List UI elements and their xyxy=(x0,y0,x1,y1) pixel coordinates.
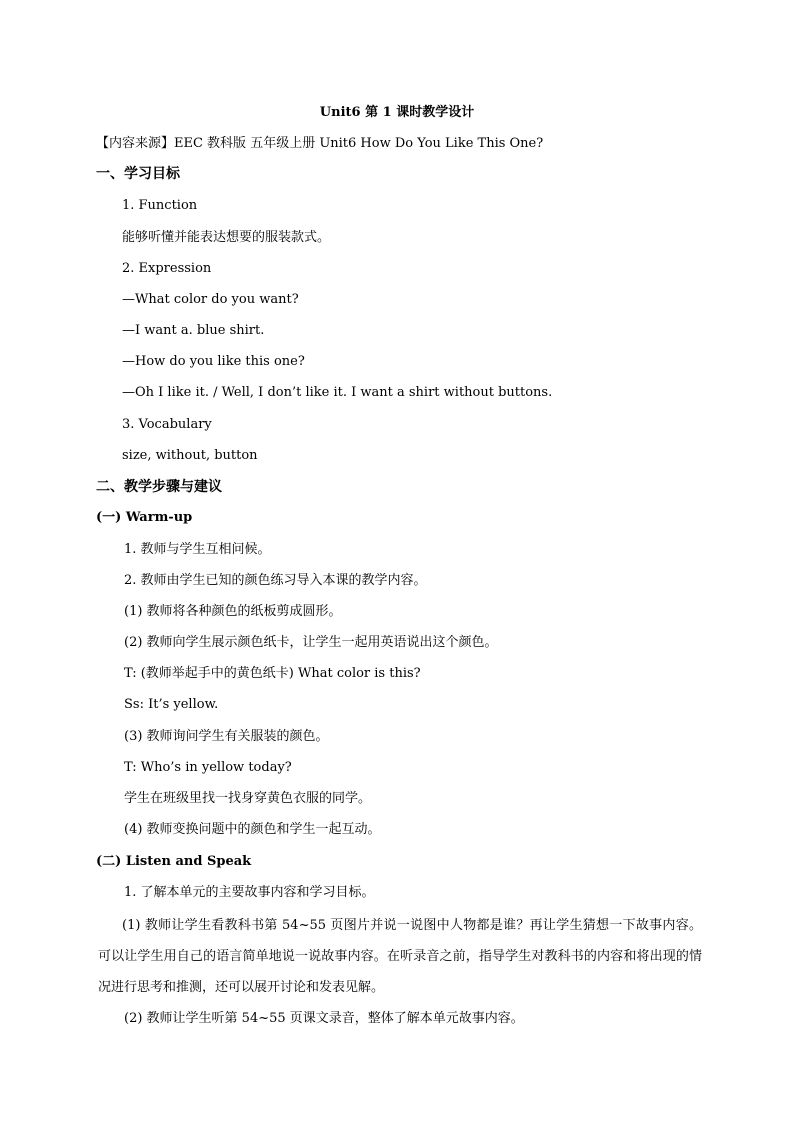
section-heading-teaching-steps: 二、教学步骤与建议 xyxy=(96,479,222,495)
expression-line-4: —Oh I like it. / Well, I don’t like it. I want a shirt without buttons. xyxy=(122,385,553,400)
warmup-step-2-2: (2) 教师向学生展示颜色纸卡，让学生一起用英语说出这个颜色。 xyxy=(124,635,498,650)
listen-step-1: 1. 了解本单元的主要故事内容和学习目标。 xyxy=(124,885,375,900)
expression-line-1: —What color do you want? xyxy=(122,292,299,307)
expression-line-2: —I want a. blue shirt. xyxy=(122,323,265,338)
warmup-step-1: 1. 教师与学生互相问候。 xyxy=(124,542,271,557)
listen-step-1-2: (2) 教师让学生听第 54~55 页课文录音，整体了解本单元故事内容。 xyxy=(124,1011,524,1026)
dialogue-teacher-question-2: T: Who’s in yellow today? xyxy=(124,760,292,775)
subsection-heading-warm-up: (一) Warm-up xyxy=(96,510,193,525)
vocabulary-words: size, without, button xyxy=(122,448,258,463)
objective-item-function-label: 1. Function xyxy=(122,198,198,213)
objective-item-vocabulary-label: 3. Vocabulary xyxy=(122,417,212,432)
listen-step-1-1-paragraph: (1) 教师让学生看教科书第 54~55 页图片并说一说图中人物都是谁？再让学生猜想一下故事内容。可以让学生用自己的语言简单地说一说故事内容。在听录音之前，指导学生对教科书的内容和将出现的情况进行思考和推测，还可以展开讨论和发表见解。 xyxy=(98,918,702,995)
warmup-step-2: 2. 教师由学生已知的颜色练习导入本课的教学内容。 xyxy=(124,573,427,588)
subsection-heading-listen-and-speak: (二) Listen and Speak xyxy=(96,854,252,869)
warmup-step-2-3: (3) 教师询问学生有关服装的颜色。 xyxy=(124,729,329,744)
dialogue-students-answer: Ss: It’s yellow. xyxy=(124,697,219,712)
warmup-activity-note: 学生在班级里找一找身穿黄色衣服的同学。 xyxy=(124,791,372,806)
section-heading-learning-objectives: 一、学习目标 xyxy=(96,166,180,182)
content-source: 【内容来源】EEC 教科版 五年级上册 Unit6 How Do You Like This One? xyxy=(96,136,544,151)
objective-item-expression-label: 2. Expression xyxy=(122,261,212,276)
objective-item-function-text: 能够听懂并能表达想要的服装款式。 xyxy=(122,230,331,245)
document-title: Unit6 第 1 课时教学设计 xyxy=(319,105,475,120)
warmup-step-2-1: (1) 教师将各种颜色的纸板剪成圆形。 xyxy=(124,604,342,619)
expression-line-3: —How do you like this one? xyxy=(122,354,305,369)
dialogue-teacher-question: T: (教师举起手中的黄色纸卡) What color is this? xyxy=(124,666,421,681)
warmup-step-2-4: (4) 教师变换问题中的颜色和学生一起互动。 xyxy=(124,822,381,837)
